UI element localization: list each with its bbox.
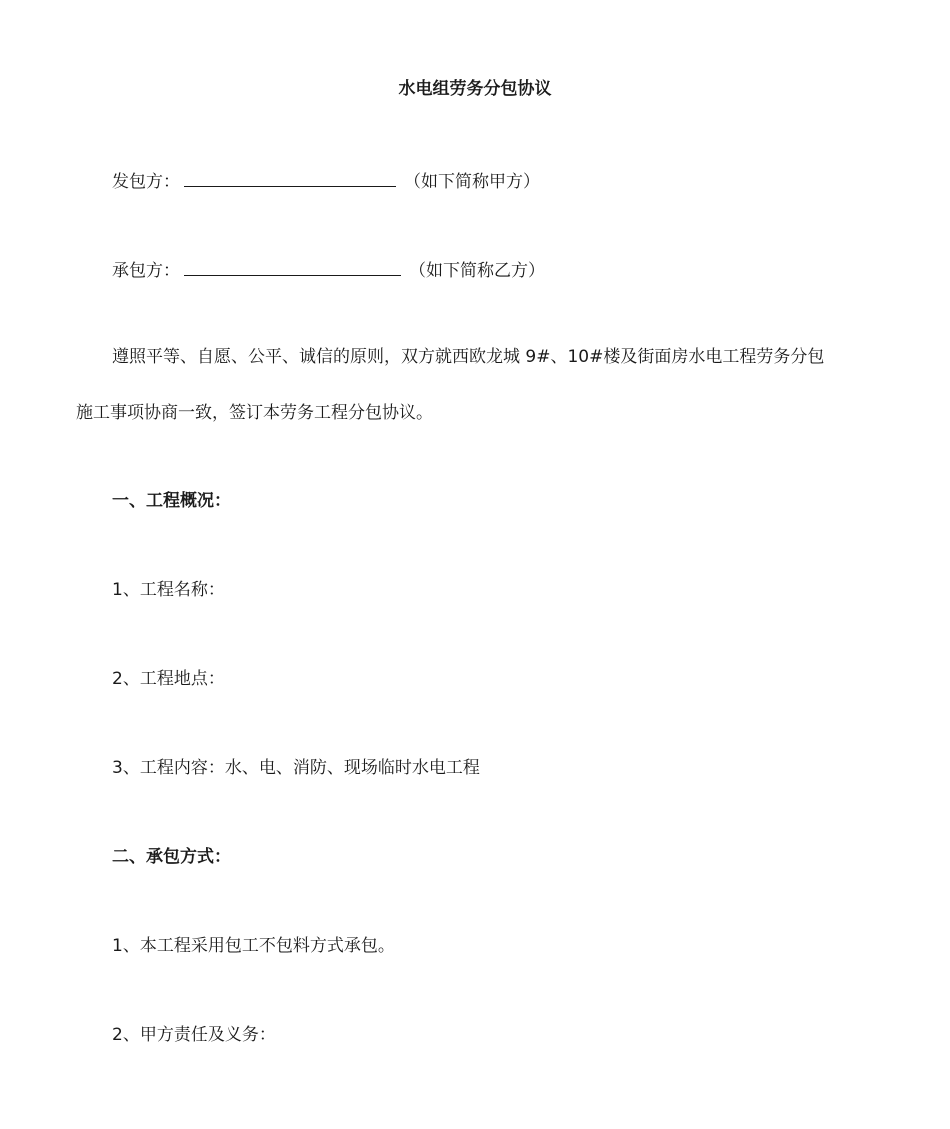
party-a-note: （如下简称甲方）	[404, 172, 540, 192]
intro-line-2: 施工事项协商一致，签订本劳务工程分包协议。	[76, 403, 433, 423]
section-1-item-1: 1、工程名称：	[112, 580, 225, 600]
section-1-item-2: 2、工程地点：	[112, 669, 225, 689]
party-a-blank	[184, 167, 396, 187]
section-2-heading: 二、承包方式：	[112, 847, 231, 867]
section-1-heading: 一、工程概况：	[112, 491, 231, 511]
party-b-line	[112, 256, 545, 283]
section-2-item-2: 2、甲方责任及义务：	[112, 1025, 276, 1045]
party-b-label: 承包方：	[112, 261, 180, 281]
party-a-line	[112, 167, 540, 194]
intro-line-1: 遵照平等、自愿、公平、诚信的原则，双方就西欧龙城 9#、10#楼及街面房水电工程劳务分包	[112, 347, 825, 367]
document-title: 水电组劳务分包协议	[398, 79, 552, 99]
party-b-note: （如下简称乙方）	[409, 261, 545, 281]
party-b-blank	[184, 256, 401, 276]
party-a-label: 发包方：	[112, 172, 180, 192]
section-1-item-3: 3、工程内容：水、电、消防、现场临时水电工程	[112, 758, 480, 778]
section-2-item-1: 1、本工程采用包工不包料方式承包。	[112, 936, 395, 956]
